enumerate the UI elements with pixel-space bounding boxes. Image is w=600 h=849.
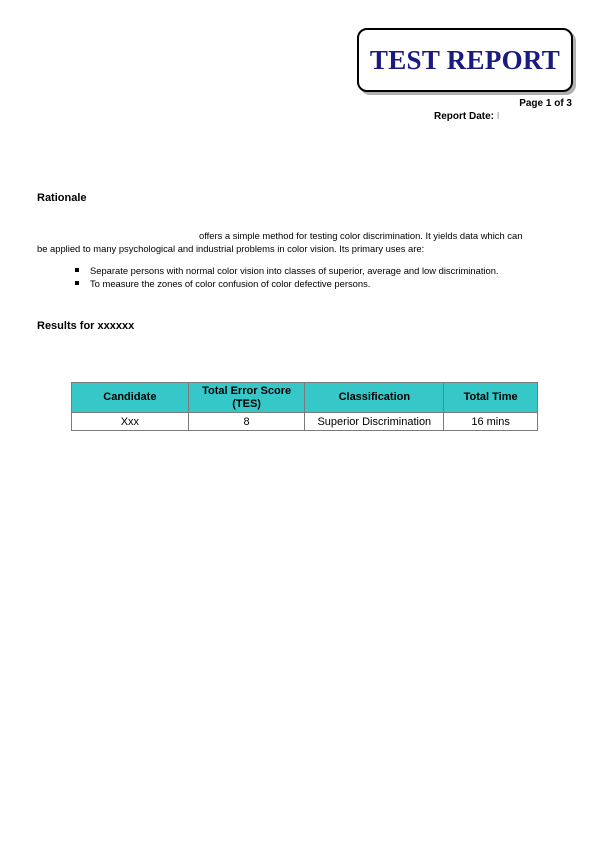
cell-tes: 8 — [188, 413, 305, 431]
report-title-box — [357, 28, 573, 92]
list-item — [72, 264, 499, 277]
page-number: Page 1 of 3 — [519, 98, 572, 109]
results-table — [71, 382, 538, 431]
column-header-candidate: Candidate — [72, 383, 189, 413]
cell-total-time: 16 mins — [444, 413, 538, 431]
column-header-tes: Total Error Score (TES) — [188, 383, 305, 413]
square-bullet-icon — [75, 281, 79, 285]
square-bullet-icon — [75, 268, 79, 272]
primary-uses-list — [72, 264, 499, 290]
rationale-heading: Rationale — [37, 192, 87, 204]
rationale-line-1: offers a simple method for testing color discrimination. It yields data which can — [199, 230, 523, 241]
rationale-line-2: be applied to many psychological and industrial problems in color vision. Its primary uses are: — [37, 243, 425, 254]
column-header-total-time: Total Time — [444, 383, 538, 413]
column-header-classification: Classification — [305, 383, 444, 413]
list-item-text: To measure the zones of color confusion of color defective persons. — [90, 278, 371, 289]
report-date — [434, 111, 500, 122]
list-item-text: Separate persons with normal color vision into classes of superior, average and low discrimination. — [90, 265, 499, 276]
table-header-row — [72, 383, 538, 413]
list-item — [72, 277, 499, 290]
results-heading: Results for xxxxxx — [37, 320, 135, 332]
rationale-paragraph — [37, 229, 572, 255]
report-date-value: I — [496, 111, 500, 122]
report-date-label: Report Date: — [434, 111, 495, 122]
cell-candidate: Xxx — [72, 413, 189, 431]
report-title: TEST REPORT — [369, 44, 561, 75]
table-row — [72, 413, 538, 431]
cell-classification: Superior Discrimination — [305, 413, 444, 431]
